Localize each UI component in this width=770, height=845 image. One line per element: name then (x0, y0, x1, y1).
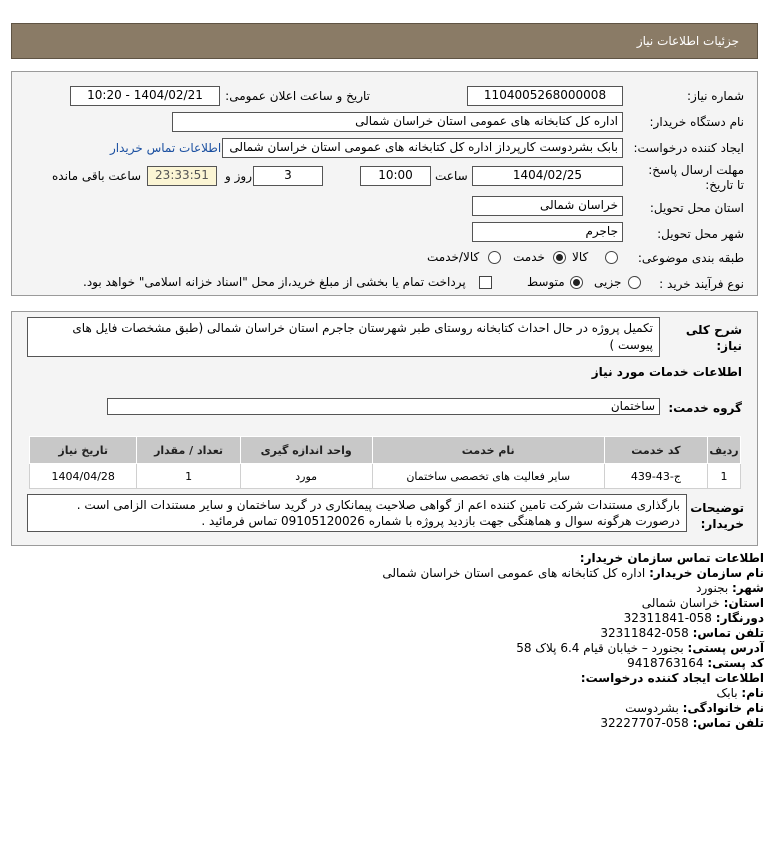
announce-field: 1404/02/21 - 10:20 (70, 86, 220, 106)
creator-family-value: بشردوست (625, 701, 679, 715)
category-goods-service-label: کالا/خدمت (427, 250, 480, 264)
contact-postal-line: کد پستی: 9418763164 (627, 656, 764, 670)
cell-qty: 1 (137, 464, 240, 489)
category-goods-service-radio[interactable] (488, 251, 501, 264)
buyer-notes-label: توضیحات خریدار: (690, 501, 744, 531)
description-label: شرح کلی نیاز: (685, 323, 742, 353)
process-medium-label: متوسط (527, 275, 565, 289)
services-title: اطلاعات خدمات مورد نیاز (591, 365, 742, 379)
cell-unit: مورد (240, 464, 372, 489)
process-label: نوع فرآیند خرید : (659, 277, 744, 291)
contact-org-value: اداره کل کتابخانه های عمومی استان خراسان شمالی (382, 566, 646, 580)
page-header (11, 23, 758, 59)
contact-phone-line: تلفن تماس: 058-32311842 (600, 626, 764, 640)
deadline-date-field: 1404/02/25 (472, 166, 623, 186)
contact-org-line: نام سازمان خریدار: اداره کل کتابخانه های عمومی استان خراسان شمالی (382, 566, 764, 580)
page-title: جزئیات اطلاعات نیاز (636, 34, 739, 48)
category-service-radio[interactable] (553, 251, 566, 264)
cell-date: 1404/04/28 (30, 464, 137, 489)
creator-name-line: نام: بابک (716, 686, 764, 700)
category-label: طبقه بندی موضوعی: (637, 251, 744, 265)
service-group-field: ساختمان (107, 398, 660, 415)
services-table (29, 436, 741, 489)
table-header-row (30, 437, 741, 464)
creator-name-value: بابک (716, 686, 738, 700)
remaining-label: ساعت باقی مانده (52, 169, 142, 183)
contact-fax-value: 058-32311841 (623, 611, 712, 625)
table-row (30, 464, 741, 489)
cell-code: ج-43-439 (604, 464, 707, 489)
cell-name: سایر فعالیت های تخصصی ساختمان (372, 464, 604, 489)
process-minor-label: جزیی (594, 275, 622, 289)
buyer-notes-field (27, 494, 687, 532)
need-number-field: 1104005268000008 (467, 86, 623, 106)
contact-heading: اطلاعات تماس سازمان خریدار: (579, 551, 764, 565)
contact-province-value: خراسان شمالی (641, 596, 720, 610)
category-goods-label: کالا (572, 250, 589, 264)
category-service-label: خدمت (513, 250, 545, 264)
days-label: روز و (225, 169, 252, 183)
process-minor-radio[interactable] (628, 276, 641, 289)
contact-city-line: شهر: بجنورد (696, 581, 764, 595)
requester-label: ایجاد کننده درخواست: (633, 141, 744, 155)
city-field: جاجرم (472, 222, 623, 242)
creator-heading: اطلاعات ایجاد کننده درخواست: (580, 671, 764, 685)
contact-province-line: استان: خراسان شمالی (641, 596, 764, 610)
contact-phone-value: 058-32311842 (600, 626, 689, 640)
buyer-org-label: نام دستگاه خریدار: (649, 115, 744, 129)
contact-city-value: بجنورد (696, 581, 729, 595)
treasury-text: پرداخت تمام یا بخشی از مبلغ خرید،از محل "اسناد خزانه اسلامی" خواهد بود. (83, 275, 466, 289)
buyer-notes-line1: بارگذاری مستندات شرکت تامین کننده اعم از گواهی صلاحیت پیمانکاری در گرید ساختمان و سایر مستندات الزامی است . (76, 498, 680, 512)
col-date: تاریخ نیاز (30, 437, 137, 464)
contact-postal-value: 9418763164 (627, 656, 704, 670)
contact-address-line: آدرس پستی: بجنورد – خیابان قیام 6.4 پلاک 58 (516, 641, 764, 655)
need-number-label: شماره نیاز: (687, 89, 744, 103)
col-row: ردیف (708, 437, 741, 464)
province-label: استان محل تحویل: (649, 201, 744, 215)
deadline-label: مهلت ارسال پاسخ: تا تاریخ: (648, 163, 744, 192)
process-medium-radio[interactable] (570, 276, 583, 289)
description-field: تکمیل پروژه در حال احداث کتابخانه روستای طبر شهرستان جاجرم استان خراسان شمالی (طبق مشخصات فایل های پیوست ) (27, 317, 660, 357)
col-unit: واحد اندازه گیری (240, 437, 372, 464)
contact-address-value: بجنورد – خیابان قیام 6.4 پلاک 58 (516, 641, 684, 655)
service-group-label: گروه خدمت: (668, 401, 742, 415)
days-field: 3 (253, 166, 323, 186)
cell-row: 1 (708, 464, 741, 489)
city-label: شهر محل تحویل: (657, 227, 744, 241)
buyer-org-field: اداره کل کتابخانه های عمومی استان خراسان شمالی (172, 112, 623, 132)
creator-phone-line: تلفن تماس: 058-32227707 (600, 716, 764, 730)
treasury-checkbox[interactable] (479, 276, 492, 289)
col-code: کد خدمت (604, 437, 707, 464)
contact-fax-line: دورنگار: 058-32311841 (623, 611, 764, 625)
announce-label: تاریخ و ساعت اعلان عمومی: (225, 89, 370, 103)
buyer-contact-link[interactable]: اطلاعات تماس خریدار (110, 141, 222, 155)
creator-phone-value: 058-32227707 (600, 716, 689, 730)
category-goods-radio[interactable] (605, 251, 618, 264)
deadline-time-label: ساعت (435, 169, 468, 183)
remaining-time-field: 23:33:51 (147, 166, 217, 186)
col-qty: تعداد / مقدار (137, 437, 240, 464)
deadline-time-field: 10:00 (360, 166, 431, 186)
creator-family-line: نام خانوادگی: بشردوست (625, 701, 764, 715)
contact-section (0, 551, 770, 731)
col-name: نام خدمت (372, 437, 604, 464)
requester-field: بابک بشردوست کارپرداز اداره کل کتابخانه های عمومی استان خراسان شمالی (222, 138, 623, 158)
buyer-notes-line2: درصورت هرگونه سوال و هماهنگی جهت بازدید پروژه با شماره 09105120026 تماس فرمائید . (201, 514, 680, 528)
province-field: خراسان شمالی (472, 196, 623, 216)
